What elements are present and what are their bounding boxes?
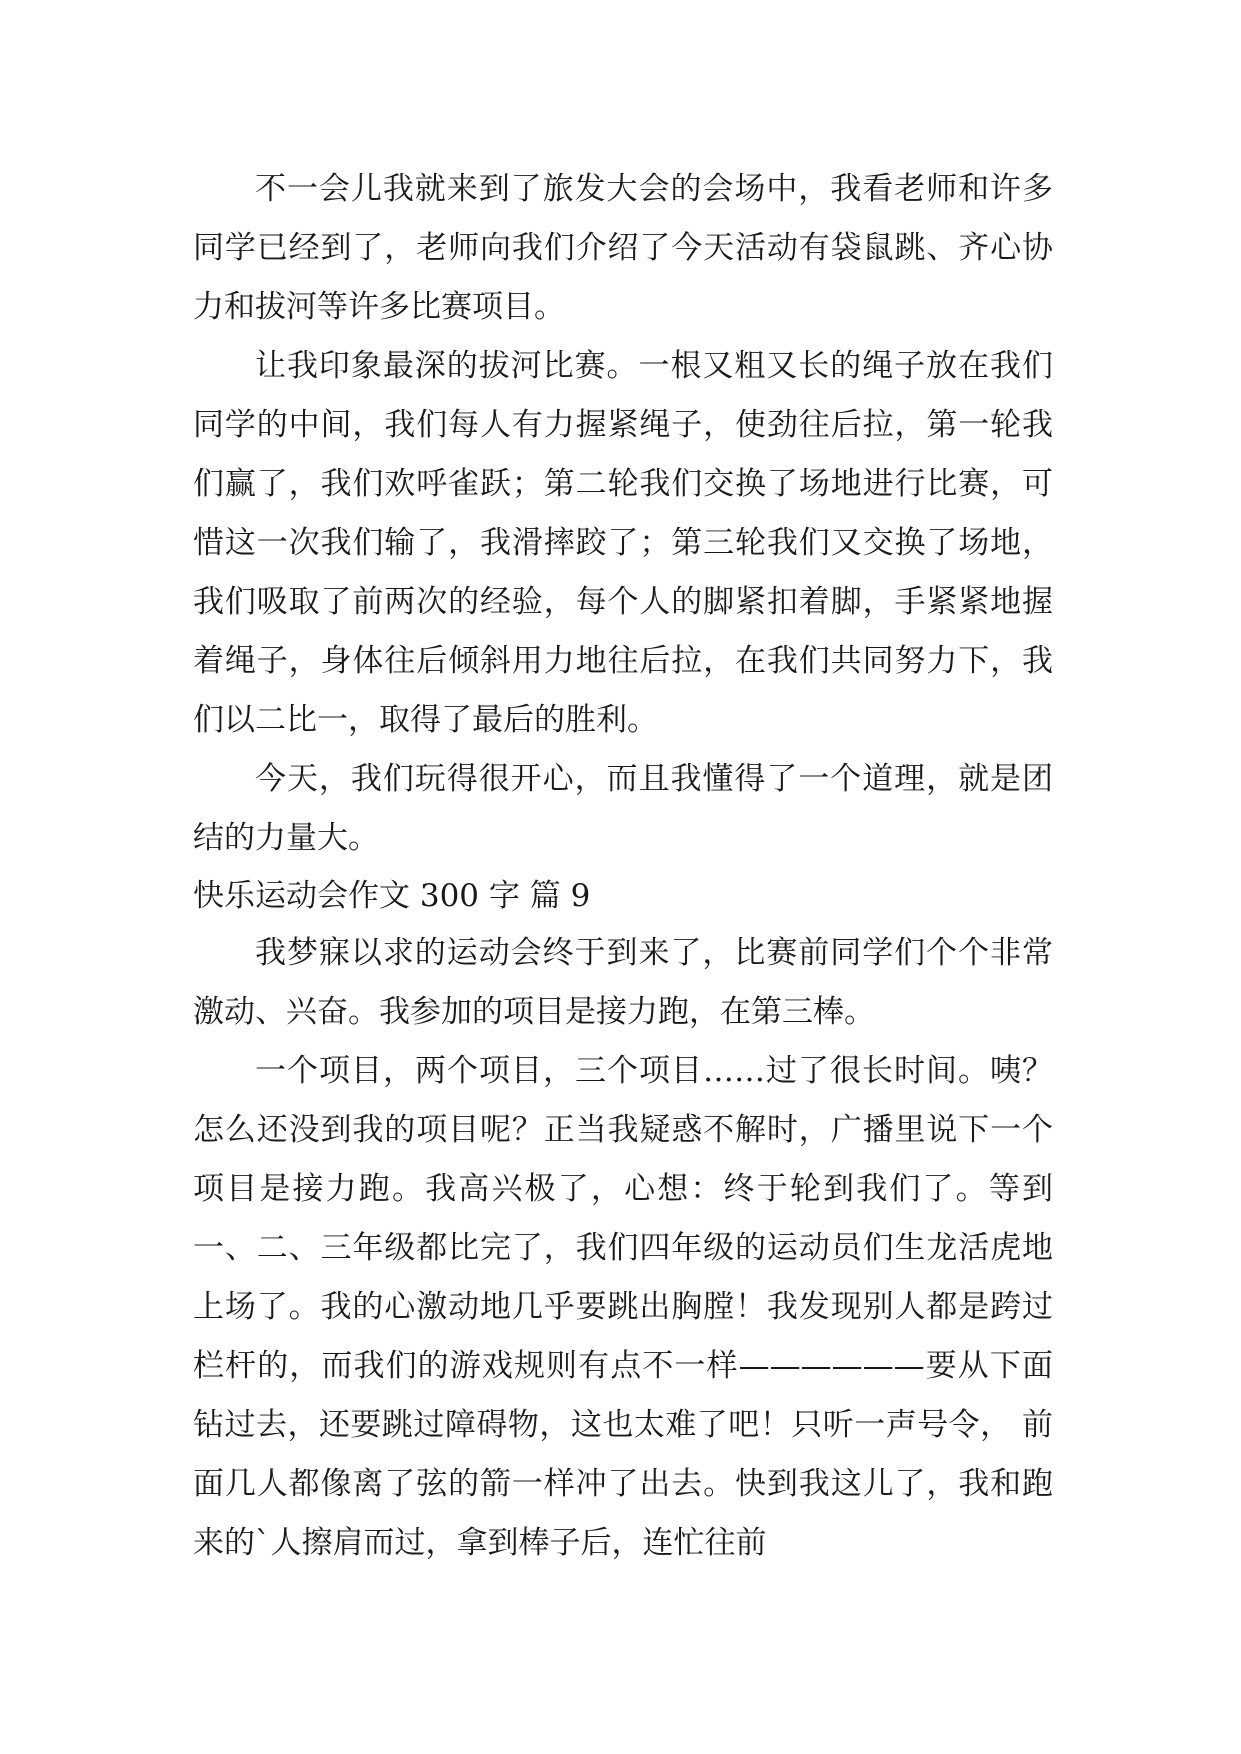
paragraph-tug-of-war: 让我印象最深的拔河比赛。一根又粗又长的绳子放在我们同学的中间，我们每人有力握紧绳子，使劲往后拉，第一轮我们赢了，我们欢呼雀跃；第二轮我们交换了场地进行比赛，可惜这一次我们输了，我滑摔跤了；第三轮我们又交换了场地，我们吸取了前两次的经验，每个人的脚紧扣着脚，手紧紧地握着绳子，身体往后倾斜用力地往后拉，在我们共同努力下，我们以二比一，取得了最后的胜利。 — [193, 348, 1053, 738]
paragraph-relay-intro: 我梦寐以求的运动会终于到来了，比赛前同学们个个非常激动、兴奋。我参加的项目是接力跑，在第三棒。 — [193, 935, 1053, 1030]
section-title: 快乐运动会作文 300 字 篇 9 — [193, 878, 591, 914]
paragraph-conclusion: 今天，我们玩得很开心，而且我懂得了一个道理，就是团结的力量大。 — [193, 761, 1053, 856]
paragraph-relay-race: 一个项目，两个项目，三个项目……过了很长时间。咦？怎么还没到我的项目呢？正当我疑惑不解时，广播里说下一个项目是接力跑。我高兴极了，心想：终于轮到我们了。等到一、二、三年级都比完了，我们四年级的运动员们生龙活虎地上场了。我的心激动地几乎要跳出胸膛！我发现别人都是跨过栏杆的，而我们的游戏规则有点不一样——————要从下面钻过去，还要跳过障碍物，这也太难了吧！只听一声号令， 前面几人都像离了弦的箭一样冲了出去。快到我这儿了，我和跑来的`人擦肩而过，拿到棒子后，连忙往前 — [193, 1053, 1053, 1561]
paragraph-arrival: 不一会儿我就来到了旅发大会的会场中，我看老师和许多同学已经到了，老师向我们介绍了今天活动有袋鼠跳、齐心协力和拔河等许多比赛项目。 — [193, 171, 1053, 325]
document-body — [193, 160, 1053, 1573]
